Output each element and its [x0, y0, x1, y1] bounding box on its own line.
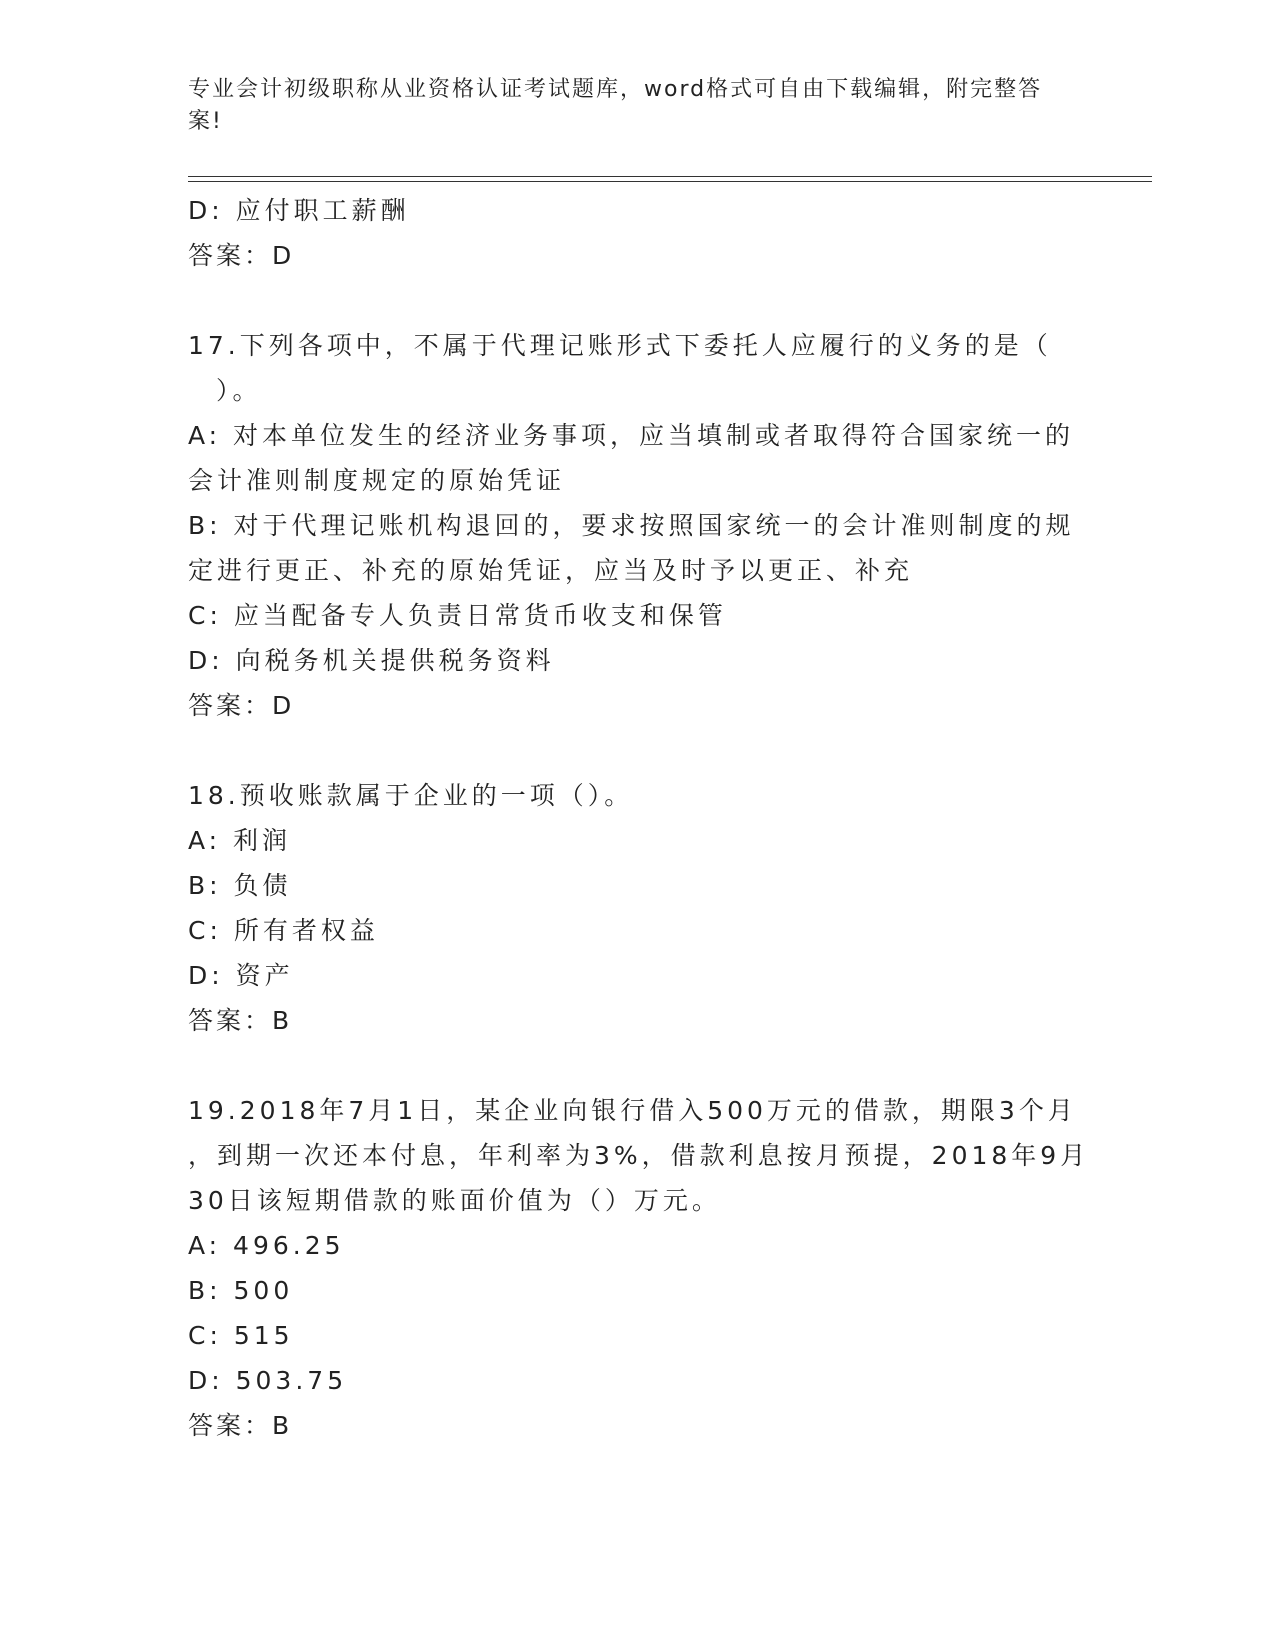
option-a: A: 利润 — [188, 826, 292, 855]
answer-label: 答案：B — [188, 1006, 293, 1035]
spacer — [188, 728, 1088, 773]
question-text: 19.2018年7月1日，某企业向银行借入500万元的借款，期限3个月 — [188, 1096, 1077, 1125]
spacer — [188, 1043, 1088, 1088]
option-a: A: 496.25 — [188, 1231, 345, 1260]
question-18 — [188, 773, 1088, 1043]
question-17 — [188, 323, 1088, 728]
answer-label: 答案：D — [188, 241, 295, 270]
option-b-continued: 定进行更正、补充的原始凭证，应当及时予以更正、补充 — [188, 556, 914, 585]
option-c: C: 所有者权益 — [188, 916, 379, 945]
option-d: D: 向税务机关提供税务资料 — [188, 646, 555, 675]
option-a-continued: 会计准则制度规定的原始凭证 — [188, 466, 566, 495]
option-c: C: 应当配备专人负责日常货币收支和保管 — [188, 601, 727, 630]
question-text-continued: ，到期一次还本付息，年利率为3%，借款利息按月预提，2018年9月 — [188, 1141, 1090, 1170]
option-c: C: 515 — [188, 1321, 294, 1350]
question-text-continued: 30日该短期借款的账面价值为（）万元。 — [188, 1186, 721, 1215]
document-header — [188, 74, 1068, 138]
question-19 — [188, 1088, 1088, 1448]
question-16-tail — [188, 188, 1088, 278]
question-text: 18.预收账款属于企业的一项（）。 — [188, 781, 634, 810]
header-rule-bottom — [188, 181, 1152, 182]
option-b: B: 对于代理记账机构退回的，要求按照国家统一的会计准则制度的规 — [188, 511, 1075, 540]
option-d: D: 资产 — [188, 961, 294, 990]
question-text: 17.下列各项中，不属于代理记账形式下委托人应履行的义务的是（ — [188, 331, 1052, 360]
header-line-2: 案! — [188, 109, 223, 134]
header-line-1: 专业会计初级职称从业资格认证考试题库，word格式可自由下载编辑，附完整答 — [188, 77, 1043, 102]
header-rule-top — [188, 176, 1152, 177]
answer-label: 答案：B — [188, 1411, 293, 1440]
option-a: A: 对本单位发生的经济业务事项，应当填制或者取得符合国家统一的 — [188, 421, 1075, 450]
question-text-continued: ）。 — [216, 376, 262, 405]
answer-label: 答案：D — [188, 691, 295, 720]
question-list — [188, 188, 1088, 1448]
option-b: B: 负债 — [188, 871, 292, 900]
option-d: D: 503.75 — [188, 1366, 348, 1395]
option-b: B: 500 — [188, 1276, 294, 1305]
spacer — [188, 278, 1088, 323]
option-d: D: 应付职工薪酬 — [188, 196, 410, 225]
